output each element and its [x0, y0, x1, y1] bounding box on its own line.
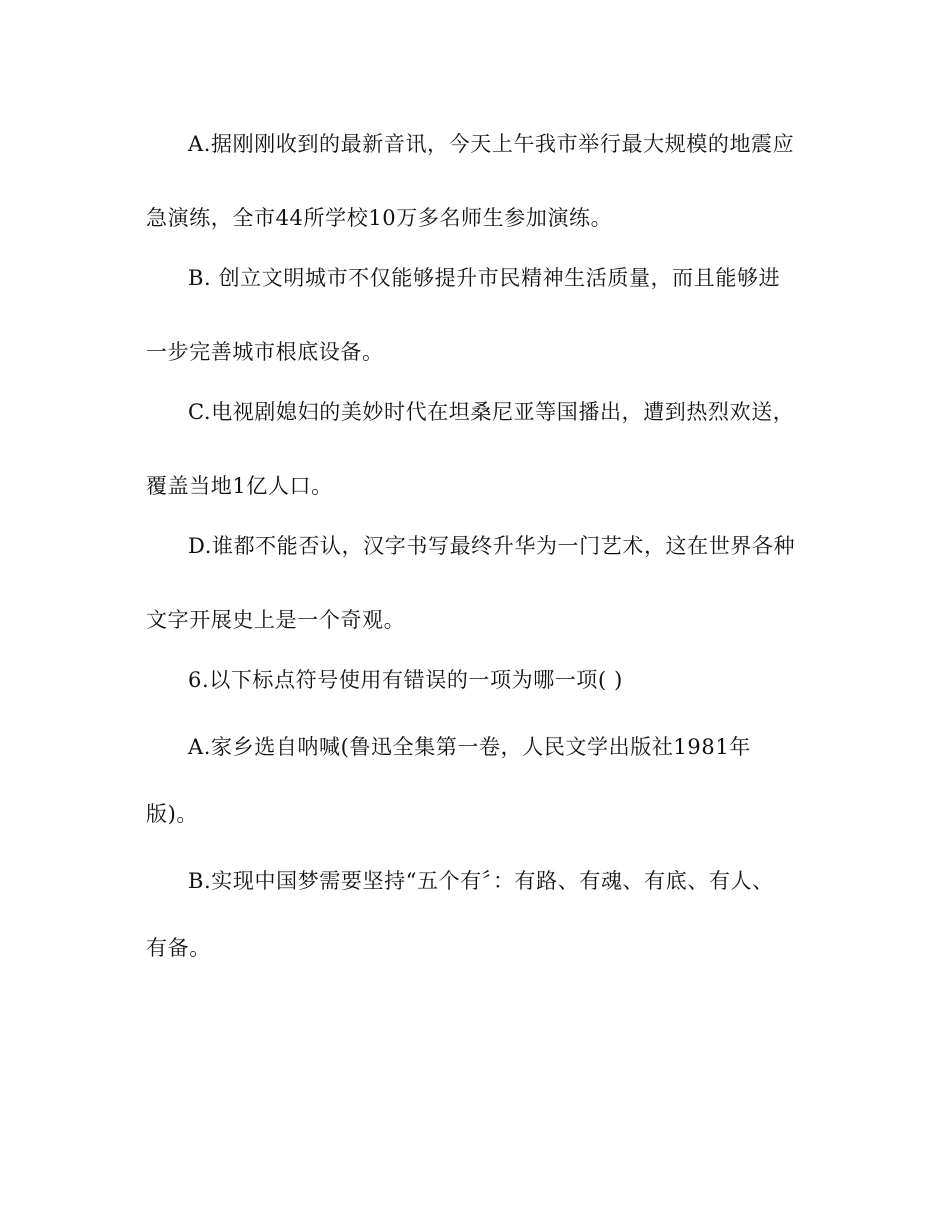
q6-option-b-line-1: B.实现中国梦需要坚持“五个有〞：有路、有魂、有底、有人、 — [188, 869, 774, 893]
option-d-line-1: D.谁都不能否认，汉字书写最终升华为一门艺术，这在世界各种 — [188, 534, 796, 558]
q6-option-b-line-2: 有备。 — [146, 936, 211, 960]
option-d-line-2: 文字开展史上是一个奇观。 — [146, 608, 406, 632]
question-6: 6.以下标点符号使用有错误的一项为哪一项( ) — [188, 668, 623, 692]
option-a-line-2: 急演练，全市44所学校10万多名师生参加演练。 — [146, 206, 613, 230]
option-a-line-1: A.据刚刚收到的最新音讯，今天上午我市举行最大规模的地震应 — [188, 132, 795, 156]
q6-option-a-line-2: 版)。 — [146, 802, 198, 826]
option-c-line-2: 覆盖当地1亿人口。 — [146, 474, 333, 498]
option-c-line-1: C.电视剧媳妇的美妙时代在坦桑尼亚等国播出，遭到热烈欢送， — [188, 400, 795, 424]
q6-option-a-line-1: A.家乡选自呐喊(鲁迅全集第一卷，人民文学出版社1981年 — [188, 735, 751, 759]
option-b-line-2: 一步完善城市根底设备。 — [146, 340, 384, 364]
option-b-line-1: B. 创立文明城市不仅能够提升市民精神生活质量，而且能够进 — [188, 266, 781, 290]
